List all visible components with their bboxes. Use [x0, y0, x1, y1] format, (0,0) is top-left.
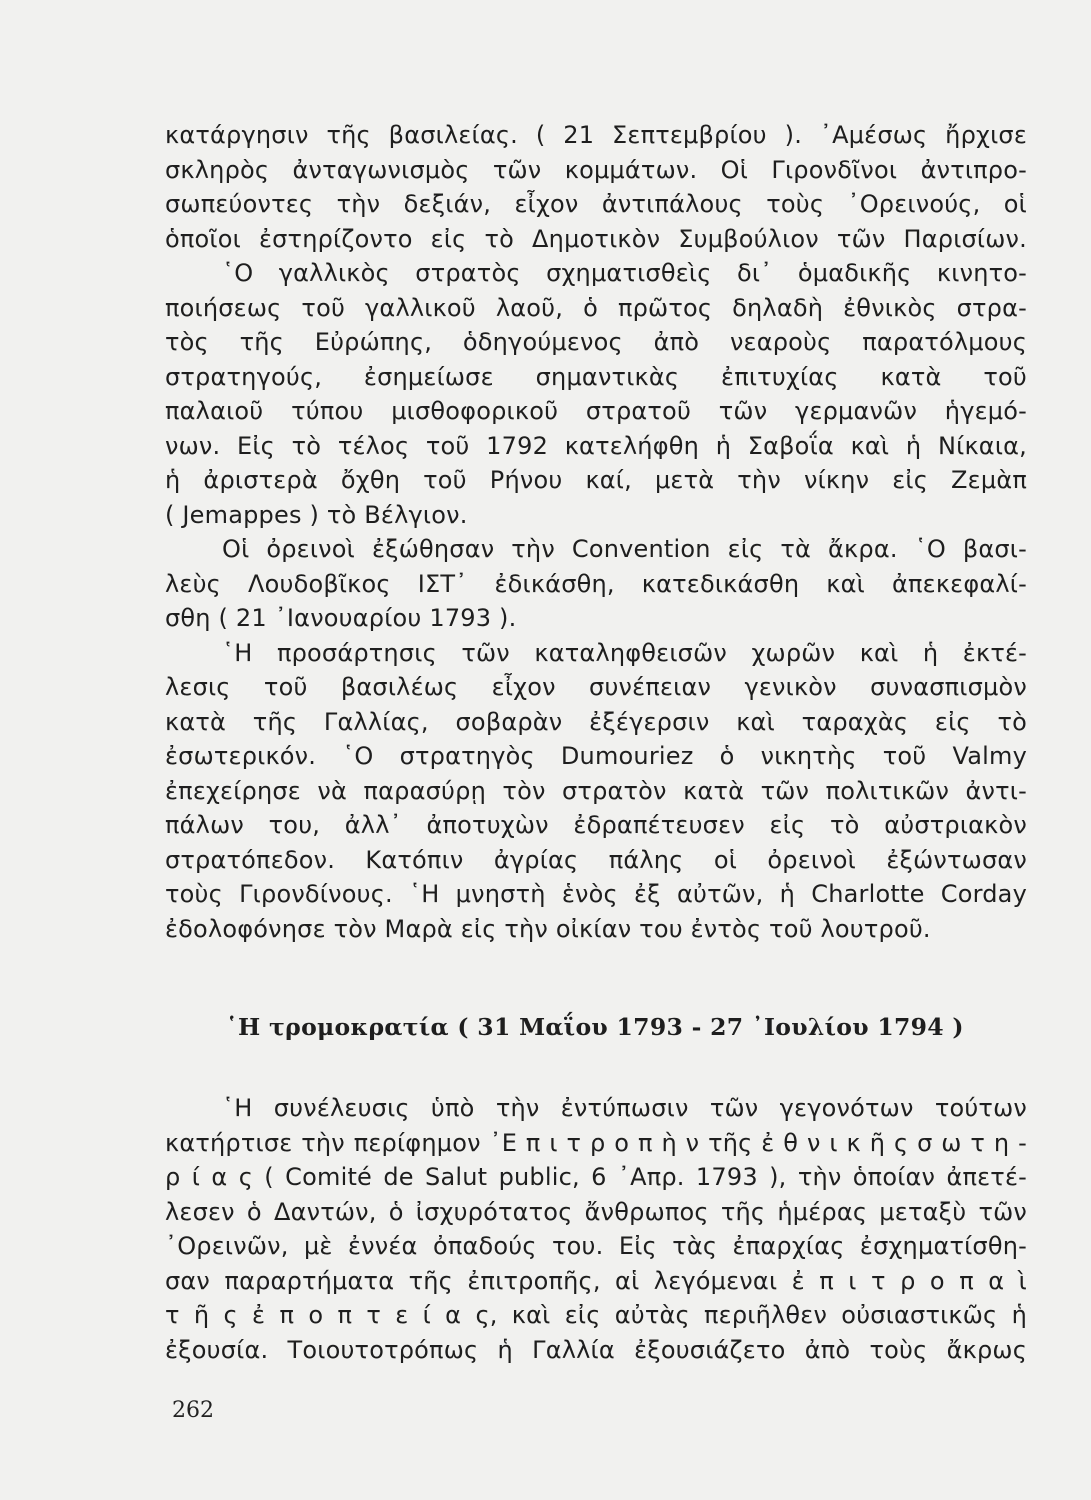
text-line: κατάργησιν τῆς βασιλείας. ( 21 Σεπτεμβρίου ). ᾿Αμέσως ἤρχισε	[165, 121, 1027, 149]
text-line: ( Jemappes ) τὸ Βέλγιον.	[165, 500, 468, 529]
text-line: ἐσωτερικόν. ῾Ο στρατηγὸς Dumouriez ὁ νικητὴς τοῦ Valmy	[165, 742, 1027, 770]
text-line: ἐδολοφόνησε τὸν Μαρὰ εἰς τὴν οἰκίαν του ἐντὸς τοῦ λουτροῦ.	[165, 914, 931, 943]
text-line: ῾Η προσάρτησις τῶν καταληφθεισῶν χωρῶν καὶ ἡ ἐκτέ-	[222, 638, 1027, 667]
text-line: λεσις τοῦ βασιλέως εἶχον συνέπειαν γενικὸν συνασπισμὸν	[165, 673, 1027, 701]
text-line: παλαιοῦ τύπου μισθοφορικοῦ στρατοῦ τῶν γερμανῶν ἡγεμό-	[165, 397, 1027, 425]
text-line: λεὺς Λουδοβῖκος ΙΣΤ᾿ ἐδικάσθη, κατεδικάσθη καὶ ἀπεκεφαλί-	[165, 569, 1027, 598]
text-line: σαν παραρτήματα τῆς ἐπιτροπῆς, αἱ λεγόμεναι ἐ π ι τ ρ ο π α ὶ	[165, 1266, 1027, 1295]
text-line: σωπεύοντες τὴν δεξιάν, εἶχον ἀντιπάλους τοὺς ᾿Ορεινούς, οἱ	[165, 190, 1027, 218]
text-line: ὁποῖοι ἐστηρίζοντο εἰς τὸ Δημοτικὸν Συμβούλιον τῶν Παρισίων.	[165, 224, 1027, 253]
text-line: κατὰ τῆς Γαλλίας, σοβαρὰν ἐξέγερσιν καὶ ταραχὰς εἰς τὸ	[165, 707, 1027, 736]
text-line: τοὺς Γιρονδίνους. ῾Η μνηστὴ ἑνὸς ἐξ αὐτῶν, ἡ Charlotte Corday	[165, 880, 1027, 908]
text-line: τ ῆ ς ἐ π ο π τ ε ί α ς, καὶ εἰς αὐτὰς περιῆλθεν οὐσιαστικῶς ἡ	[165, 1301, 1027, 1329]
text-line: ἐπεχείρησε νὰ παρασύρῃ τὸν στρατὸν κατὰ τῶν πολιτικῶν ἀντι-	[165, 776, 1027, 805]
main-text-block-bottom	[165, 1091, 1027, 1367]
text-line: ποιήσεως τοῦ γαλλικοῦ λαοῦ, ὁ πρῶτος δηλαδὴ ἐθνικὸς στρα-	[165, 293, 1027, 322]
text-line: λεσεν ὁ Δαντών, ὁ ἰσχυρότατος ἄνθρωπος τῆς ἡμέρας μεταξὺ τῶν	[165, 1197, 1027, 1226]
text-line: ρ ί α ς ( Comité de Salut public, 6 ᾿Απρ. 1793 ), τὴν ὁποίαν ἀπετέ-	[165, 1163, 1027, 1191]
text-line: κατήρτισε τὴν περίφημον ᾿Ε π ι τ ρ ο π ὴ ν τῆς ἐ θ ν ι κ ῆ ς σ ω τ η -	[165, 1128, 1027, 1157]
text-line: στρατόπεδον. Κατόπιν ἀγρίας πάλης οἱ ὀρεινοὶ ἐξώντωσαν	[165, 845, 1027, 874]
text-line: στρατηγούς, ἐσημείωσε σημαντικὰς ἐπιτυχίας κατὰ τοῦ	[165, 362, 1027, 391]
text-line: σκληρὸς ἀνταγωνισμὸς τῶν κομμάτων. Οἱ Γιρονδῖνοι ἀντιπρο-	[165, 155, 1027, 184]
text-line: ἐξουσία. Τοιουτοτρόπως ἡ Γαλλία ἐξουσιάζετο ἀπὸ τοὺς ἄκρως	[165, 1335, 1027, 1364]
text-line: ῾Ο γαλλικὸς στρατὸς σχηματισθεὶς δι᾿ ὁμαδικῆς κινητο-	[222, 259, 1027, 287]
page-number: 262	[172, 1398, 214, 1423]
text-line: νων. Εἰς τὸ τέλος τοῦ 1792 κατελήφθη ἡ Σαβοΐα καὶ ἡ Νίκαια,	[165, 431, 1027, 460]
text-line: σθη ( 21 ᾿Ιανουαρίου 1793 ).	[165, 604, 517, 632]
text-line: Οἱ ὀρεινοὶ ἐξώθησαν τὴν Convention εἰς τὰ ἄκρα. ῾Ο βασι-	[222, 535, 1027, 563]
text-line: τὸς τῆς Εὐρώπης, ὁδηγούμενος ἀπὸ νεαροὺς παρατόλμους	[165, 328, 1027, 356]
text-line: ἡ ἀριστερὰ ὄχθη τοῦ Ρήνου καί, μετὰ τὴν νίκην εἰς Ζεμὰπ	[165, 466, 1027, 494]
text-line: ᾿Ορεινῶν, μὲ ἐννέα ὀπαδούς του. Εἰς τὰς ἐπαρχίας ἐσχηματίσθη-	[165, 1232, 1027, 1260]
text-line: ῾Η συνέλευσις ὑπὸ τὴν ἐντύπωσιν τῶν γεγονότων τούτων	[222, 1094, 1027, 1122]
text-line: πάλων του, ἀλλ᾿ ἀποτυχὼν ἐδραπέτευσεν εἰς τὸ αὐστριακὸν	[165, 811, 1027, 839]
section-heading: ῾Η τρομοκρατία ( 31 Μαΐου 1793 - 27 ᾿Ιουλίου 1794 )	[226, 1013, 964, 1041]
main-text-block-top	[165, 118, 1027, 946]
